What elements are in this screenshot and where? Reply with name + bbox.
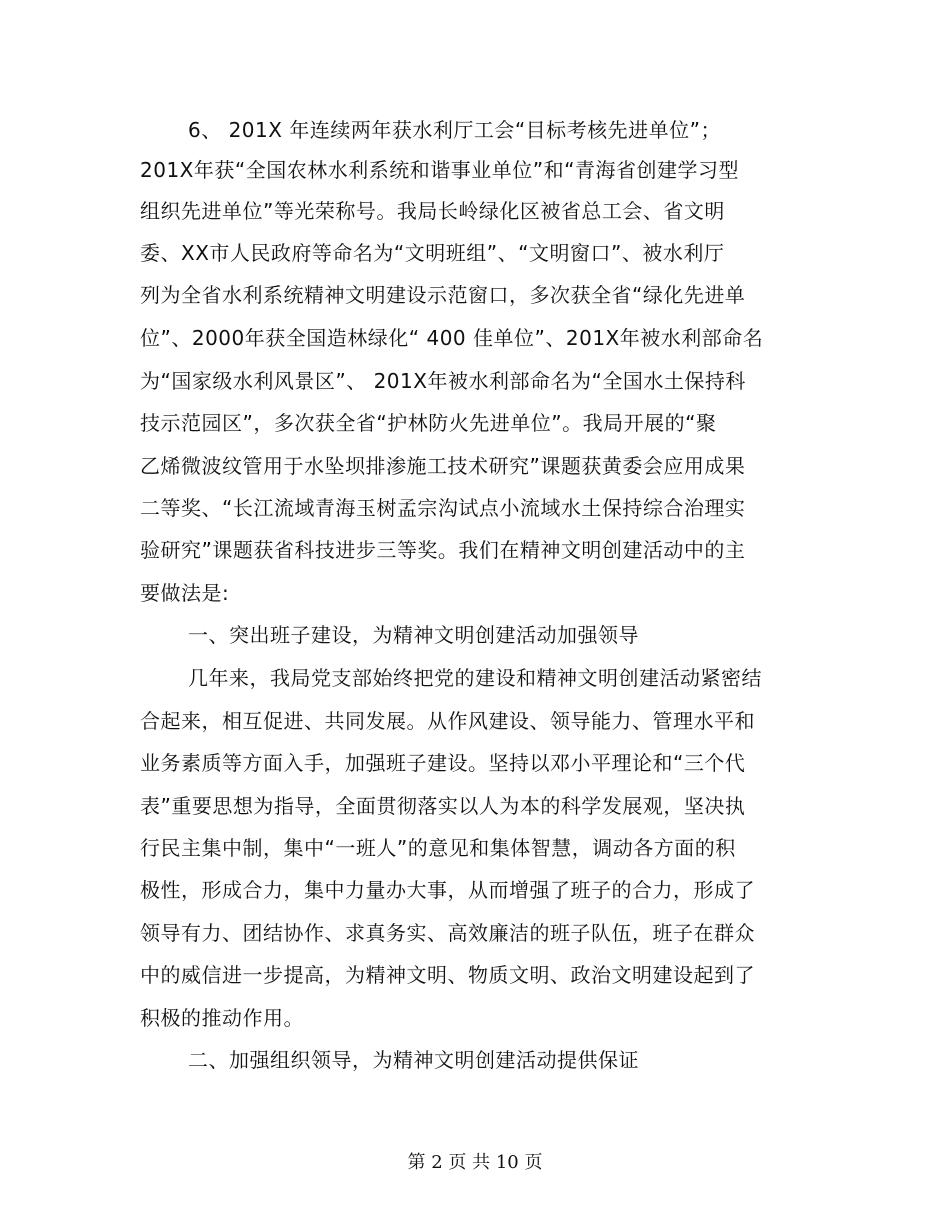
section-heading: 二、加强组织领导，为精神文明创建活动提供保证 [188,1048,639,1072]
text-line: 201X年获“全国农林水利系统和谐事业单位”和“青海省创建学习型 [140,158,739,182]
text-line: 为“国家级水利风景区”、 201X年被水利部命名为“全国水土保持科 [140,369,746,393]
text-line: 业务素质等方面入手，加强班子建设。坚持以邓小平理论和“三个代 [140,751,746,775]
page-number: 第 2 页 共 10 页 [407,1152,543,1173]
text-line: 几年来，我局党支部始终把党的建设和精神文明创建活动紧密结 [188,666,762,690]
text-line: 委、XX市人民政府等命名为“文明班组”、“文明窗口”、被水利厅 [140,241,725,265]
text-line: 领导有力、团结协作、求真务实、高效廉洁的班子队伍，班子在群众 [140,921,755,945]
text-line: 二等奖、“长江流域青海玉树孟宗沟试点小流域水土保持综合治理实 [140,496,746,520]
text-line: 技示范园区”，多次获全省“护林防火先进单位”。我局开展的“聚 [140,411,717,435]
text-line: 6、 201X 年连续两年获水利厅工会“目标考核先进单位”； [188,118,722,142]
text-line: 极性，形成合力，集中力量办大事，从而增强了班子的合力，形成了 [140,878,755,902]
section-heading: 一、突出班子建设，为精神文明创建活动加强领导 [188,623,639,647]
text-line: 合起来，相互促进、共同发展。从作风建设、领导能力、管理水平和 [140,709,755,733]
text-line: 组织先进单位”等光荣称号。我局长岭绿化区被省总工会、省文明 [140,199,725,223]
text-line: 位”、2000年获全国造林绿化“ 400 佳单位”、201X年被水利部命名 [140,326,764,350]
text-line: 中的威信进一步提高，为精神文明、物质文明、政治文明建设起到了 [140,963,755,987]
text-line: 行民主集中制，集中“一班人”的意见和集体智慧，调动各方面的积 [140,836,736,860]
text-line: 要做法是: [140,581,230,605]
text-line: 积极的推动作用。 [140,1006,304,1030]
text-line: 表”重要思想为指导，全面贯彻落实以人为本的科学发展观，坚决执 [140,794,746,818]
text-line: 列为全省水利系统精神文明建设示范窗口，多次获全省“绿化先进单 [140,283,746,307]
text-line: 验研究”课题获省科技进步三等奖。我们在精神文明创建活动中的主 [140,538,746,562]
text-line: 乙烯微波纹管用于水坠坝排渗施工技术研究”课题获黄委会应用成果 [140,454,746,478]
